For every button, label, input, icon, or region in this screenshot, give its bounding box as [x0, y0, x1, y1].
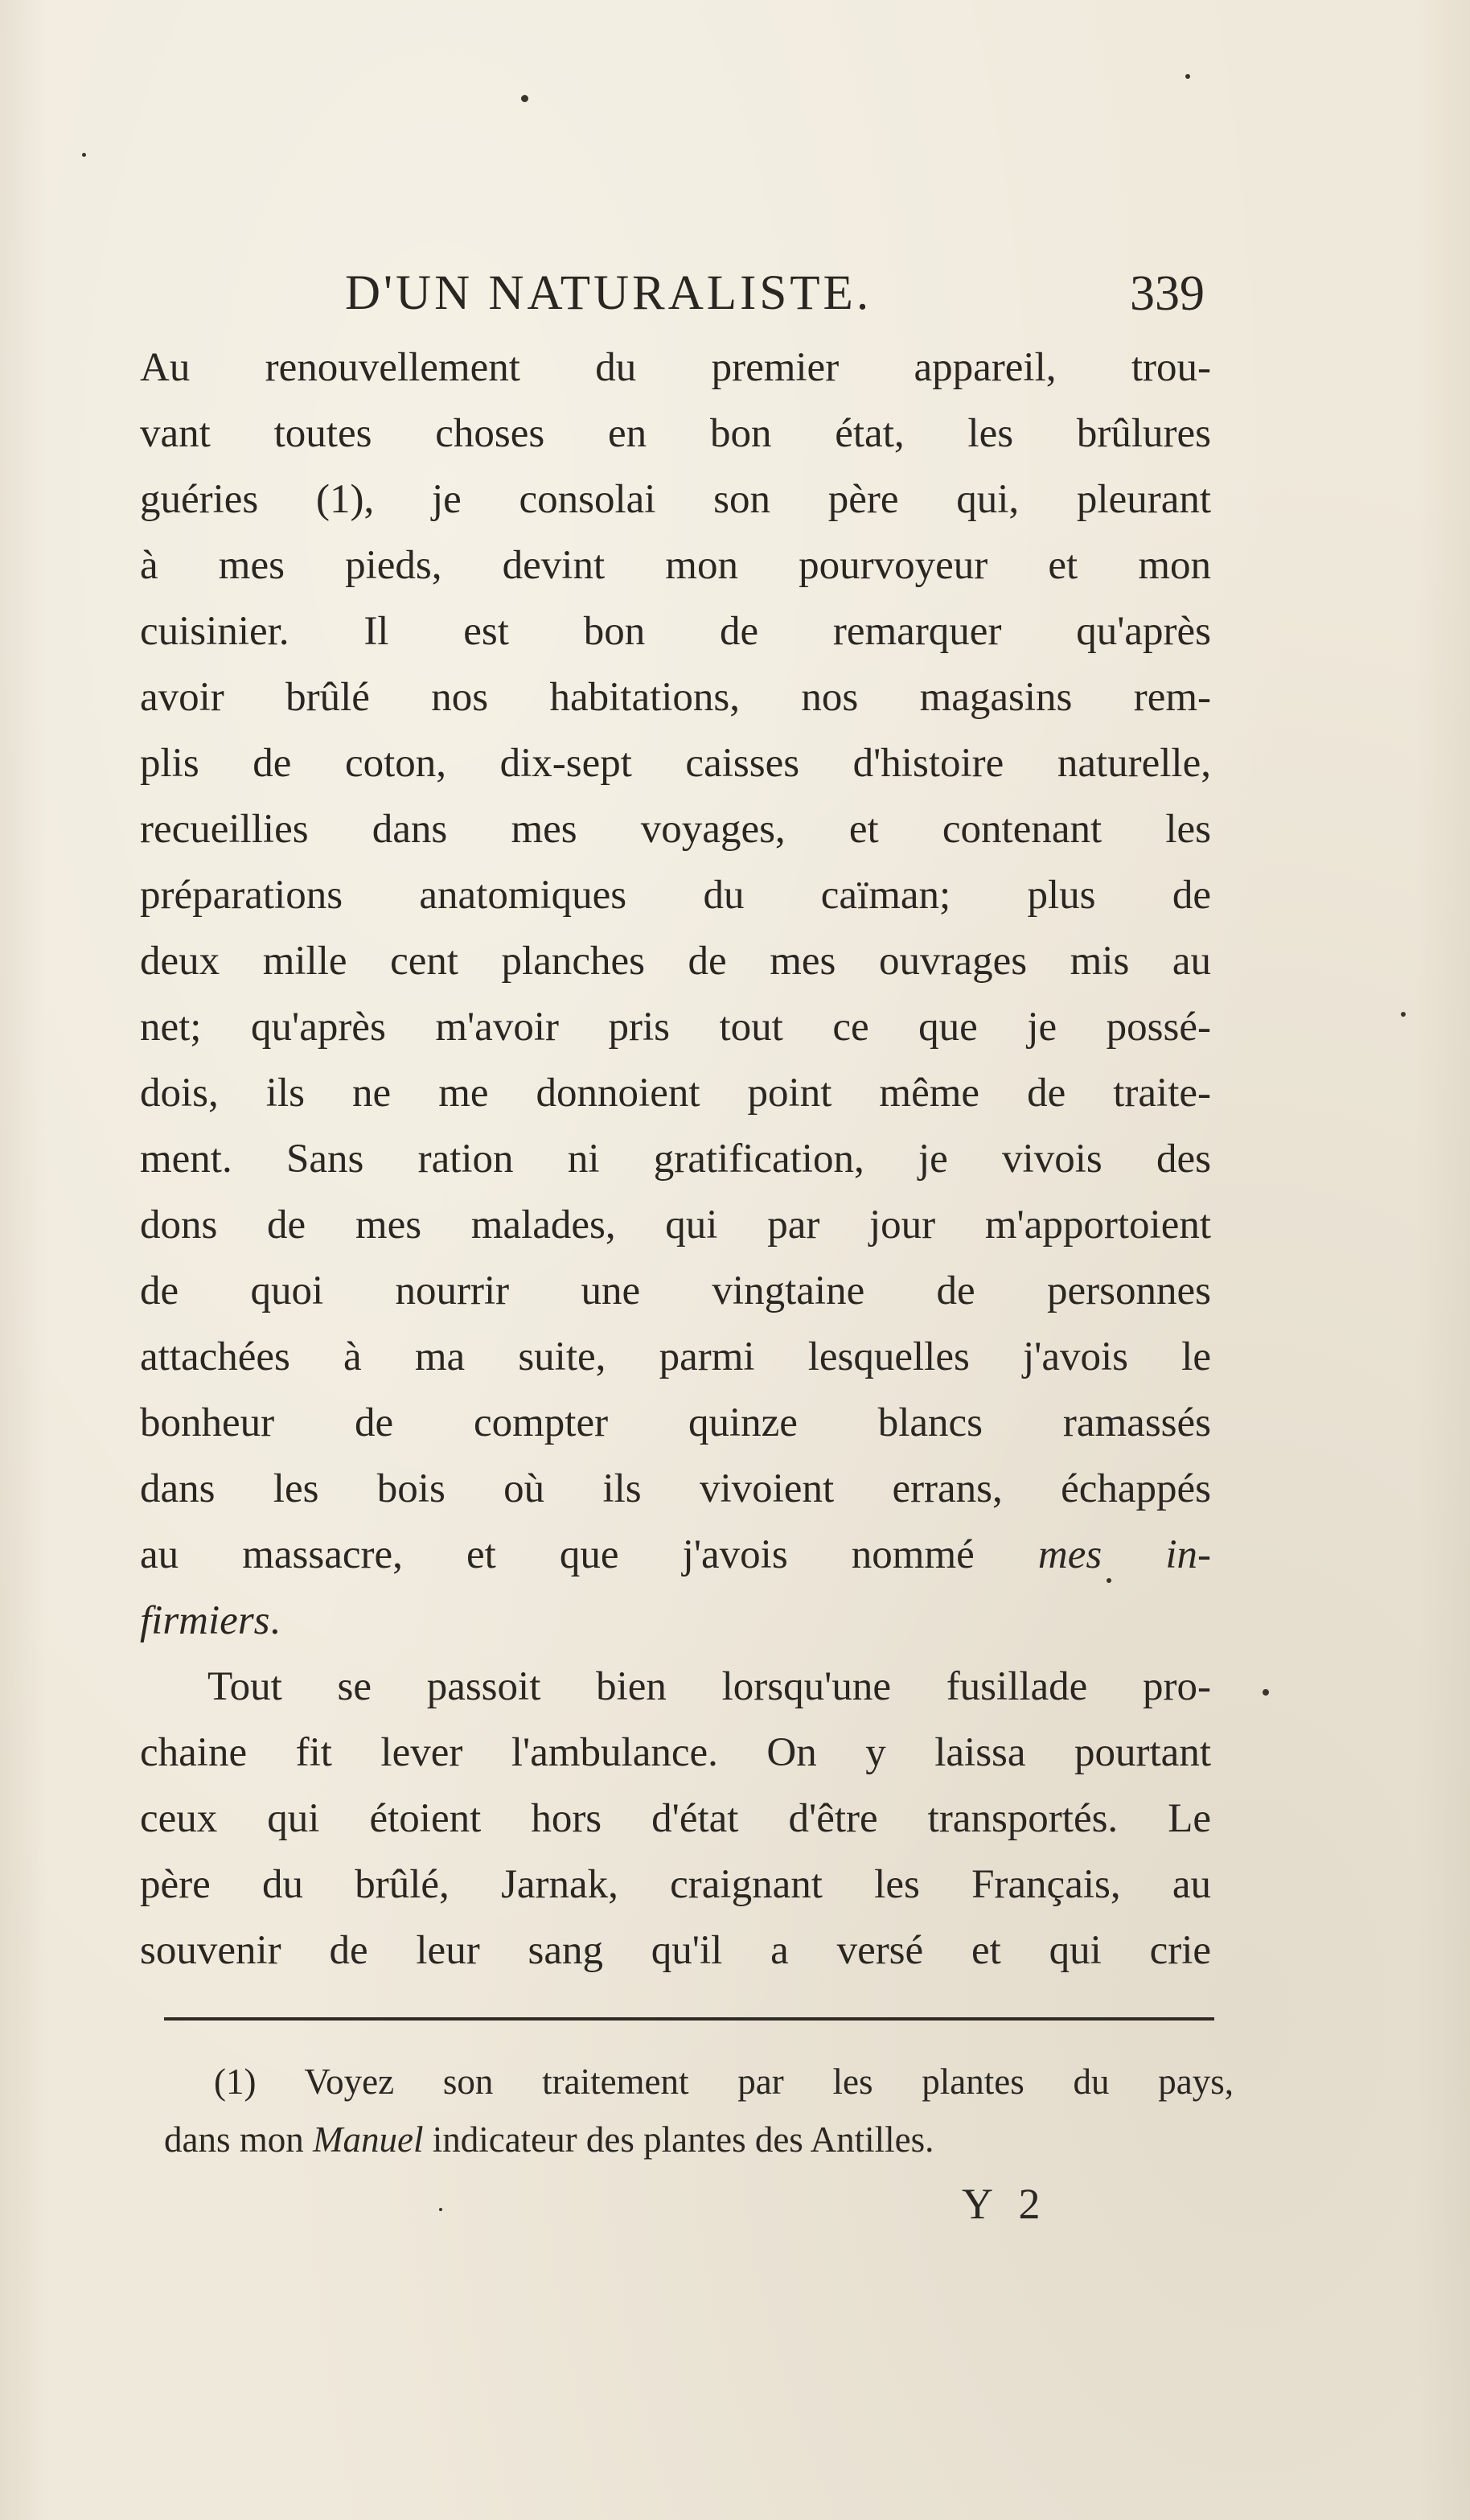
- footnote-line: [164, 2053, 1234, 2111]
- text-line: [140, 1720, 1211, 1786]
- text-line: [140, 1654, 1211, 1720]
- signature-mark: Y 2: [962, 2180, 1049, 2228]
- text-line: [140, 598, 1211, 664]
- text-segment: dois, ils ne me donnoient point même de traite-: [140, 1071, 1211, 1116]
- text-line: [140, 1060, 1211, 1126]
- text-segment: ceux qui étoient hors d'état d'être transportés. Le: [140, 1796, 1211, 1841]
- text-segment: avoir brûlé nos habitations, nos magasins rem-: [140, 675, 1211, 720]
- italic-text: firmiers: [140, 1598, 270, 1643]
- paper-speck: [521, 95, 528, 102]
- text-line: [140, 1126, 1211, 1192]
- text-segment: indicateur des plantes des Antilles.: [423, 2119, 934, 2160]
- text-line: [140, 994, 1211, 1060]
- paper-speck: [1401, 1012, 1406, 1017]
- text-segment: au massacre, et que j'avois nommé: [140, 1532, 1038, 1577]
- text-line: [140, 401, 1211, 467]
- text-line: [140, 1852, 1211, 1918]
- running-header: [140, 257, 1217, 330]
- text-segment: recueillies dans mes voyages, et contenant les: [140, 807, 1211, 852]
- text-line: [140, 862, 1211, 928]
- footnotes: [164, 2053, 1234, 2169]
- text-segment: bonheur de compter quinze blancs ramassés: [140, 1400, 1211, 1445]
- text-line: [140, 532, 1211, 598]
- text-line: [140, 730, 1211, 796]
- text-segment: Tout se passoit bien lorsqu'une fusillade pro-: [207, 1664, 1211, 1709]
- text-line: [140, 1588, 1211, 1654]
- text-segment: dans les bois où ils vivoient errans, échappés: [140, 1466, 1211, 1511]
- footnote-rule: [164, 2017, 1214, 2021]
- text-segment: deux mille cent planches de mes ouvrages mis au: [140, 939, 1211, 984]
- text-segment: (1) Voyez son traitement par les plantes du pays,: [214, 2062, 1234, 2102]
- paper-speck: [82, 153, 86, 157]
- italic-text: Manuel: [313, 2119, 424, 2160]
- text-line: [140, 1192, 1211, 1258]
- paper-speck: [1107, 1578, 1111, 1583]
- text-line: [140, 1918, 1211, 1984]
- text-line: [140, 796, 1211, 862]
- text-line: [140, 467, 1211, 532]
- text-segment: préparations anatomiques du caïman; plus de: [140, 873, 1211, 918]
- text-line: [140, 1522, 1211, 1588]
- text-segment: net; qu'après m'avoir pris tout ce que je possé-: [140, 1005, 1211, 1050]
- text-segment: chaine fit lever l'ambulance. On y laissa pourtant: [140, 1730, 1211, 1775]
- text-segment: Au renouvellement du premier appareil, trou-: [140, 345, 1211, 390]
- text-line: [140, 1258, 1211, 1324]
- text-segment: ment. Sans ration ni gratification, je vivois des: [140, 1137, 1211, 1182]
- text-line: [140, 1324, 1211, 1390]
- text-segment: père du brûlé, Jarnak, craignant les Français, au: [140, 1862, 1211, 1907]
- text-segment: guéries (1), je consolai son père qui, pleurant: [140, 477, 1211, 522]
- text-line: [140, 664, 1211, 730]
- italic-text: mes in-: [1037, 1532, 1211, 1577]
- text-segment: .: [269, 1598, 281, 1643]
- text-segment: vant toutes choses en bon état, les brûlures: [140, 411, 1211, 456]
- text-segment: attachées à ma suite, parmi lesquelles j'avois le: [140, 1334, 1211, 1379]
- paper-speck: [1185, 74, 1190, 79]
- text-line: [140, 335, 1211, 401]
- paper-speck: [1263, 1689, 1269, 1696]
- page-number: 339: [1130, 266, 1205, 321]
- footnote-line: [164, 2111, 1234, 2169]
- text-segment: de quoi nourrir une vingtaine de personnes: [140, 1268, 1211, 1313]
- text-line: [140, 1456, 1211, 1522]
- text-segment: cuisinier. Il est bon de remarquer qu'après: [140, 609, 1211, 654]
- text-segment: plis de coton, dix-sept caisses d'histoire naturelle,: [140, 741, 1211, 786]
- paper-speck: [439, 2208, 442, 2211]
- body-text: [140, 335, 1211, 1984]
- text-segment: dons de mes malades, qui par jour m'apportoient: [140, 1202, 1211, 1248]
- text-line: [140, 928, 1211, 994]
- text-segment: souvenir de leur sang qu'il a versé et qui crie: [140, 1928, 1211, 1973]
- running-title: D'UN NATURALISTE.: [345, 266, 873, 320]
- text-line: [140, 1786, 1211, 1852]
- text-segment: dans mon: [164, 2119, 313, 2160]
- text-line: [140, 1390, 1211, 1456]
- text-segment: à mes pieds, devint mon pourvoyeur et mon: [140, 543, 1211, 588]
